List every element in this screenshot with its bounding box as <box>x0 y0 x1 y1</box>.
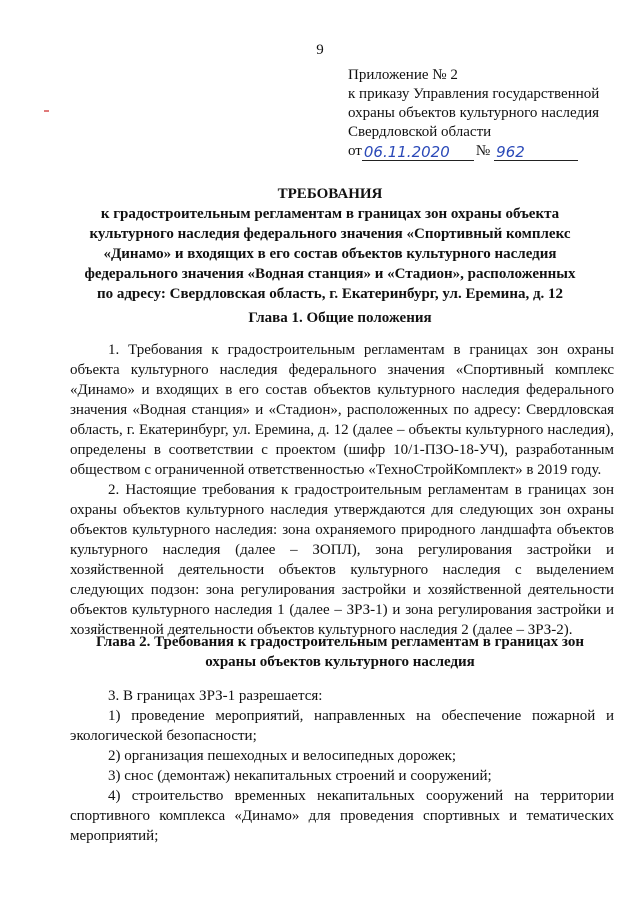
title-line-1: к градостроительным регламентам в границах зон охраны объекта <box>100 206 560 222</box>
chapter-2-heading-line-1: Глава 2. Требования к градостроительным регламентам в границах зон <box>95 634 585 650</box>
appendix-line-4: Свердловской области <box>348 124 492 140</box>
chapter-1-body <box>70 340 614 640</box>
chapter-1-heading: Глава 1. Общие положения <box>248 310 432 326</box>
order-date-number-row <box>348 142 628 161</box>
list-item: 2) организация пешеходных и велосипедных дорожек; <box>108 748 457 764</box>
list-item: 4) строительство временных некапитальных сооружений на территории спортивного комплекса «Динамо» для проведения спортивных и тематических мероприятий; <box>70 788 614 844</box>
handwritten-number: 962 <box>494 144 578 161</box>
list-item: 3) снос (демонтаж) некапитальных строений и сооружений; <box>108 768 492 784</box>
title-line-4: федерального значения «Водная станция» и «Стадион», расположенных <box>84 266 576 282</box>
title-line-2: культурного наследия федерального значения «Спортивный комплекс <box>89 226 571 242</box>
page-number: 9 <box>316 42 324 58</box>
document-title <box>70 184 590 304</box>
appendix-line-1: Приложение № 2 <box>348 67 458 83</box>
chapter-2-heading-line-2: охраны объектов культурного наследия <box>205 654 475 670</box>
appendix-line-3: охраны объектов культурного наследия <box>348 105 600 121</box>
list-item: 1) проведение мероприятий, направленных на обеспечение пожарной и экологической безопасности; <box>70 708 614 744</box>
from-label: от <box>348 143 362 159</box>
paragraph-2: 2. Настоящие требования к градостроительным регламентам в границах зон охраны объектов культурного наследия утверждаются для следующих зон охраны объектов культурного наследия: зона охраняемого природного ландшафта объектов культурного наследия (далее – ЗОПЛ), зона регулирования застройки и хозяйственной деятельности объектов культурного наследия с выделением следующих подзон: зона регулирования застройки и хозяйственной деятельности объектов культурного наследия 1 (далее – ЗРЗ-1) и зона регулирования застройки и хозяйственной деятельности объектов культурного наследия 2 (далее – ЗРЗ-2). <box>70 482 614 638</box>
title-heading: ТРЕБОВАНИЯ <box>277 186 383 202</box>
margin-mark <box>44 110 49 112</box>
appendix-line-2: к приказу Управления государственной <box>348 86 600 102</box>
title-line-3: «Динамо» и входящих в его состав объектов культурного наследия <box>103 246 557 262</box>
chapter-2-body <box>70 686 614 846</box>
handwritten-date: 06.11.2020 <box>362 144 474 161</box>
number-label: № <box>475 143 491 159</box>
paragraph-3: 3. В границах ЗРЗ-1 разрешается: <box>108 688 323 704</box>
title-line-5: по адресу: Свердловская область, г. Екатеринбург, ул. Еремина, д. 12 <box>96 286 564 302</box>
chapter-2-heading <box>70 632 610 672</box>
paragraph-1: 1. Требования к градостроительным регламентам в границах зон охраны объекта культурного наследия федерального значения «Спортивный комплекс «Динамо» и входящих в его состав объектов культурного наследия федерального значения «Водная станция» и «Стадион», расположенных по адресу: Свердловская область, г. Екатеринбург, ул. Еремина, д. 12 (далее – объекты культурного наследия), определены в соответствии с проектом (шифр 10/1-ПЗО-18-УЧ), разработанным обществом с ограниченной ответственностью «ТехноСтройКомплект» в 2019 году. <box>70 342 614 478</box>
appendix-block <box>348 66 628 161</box>
